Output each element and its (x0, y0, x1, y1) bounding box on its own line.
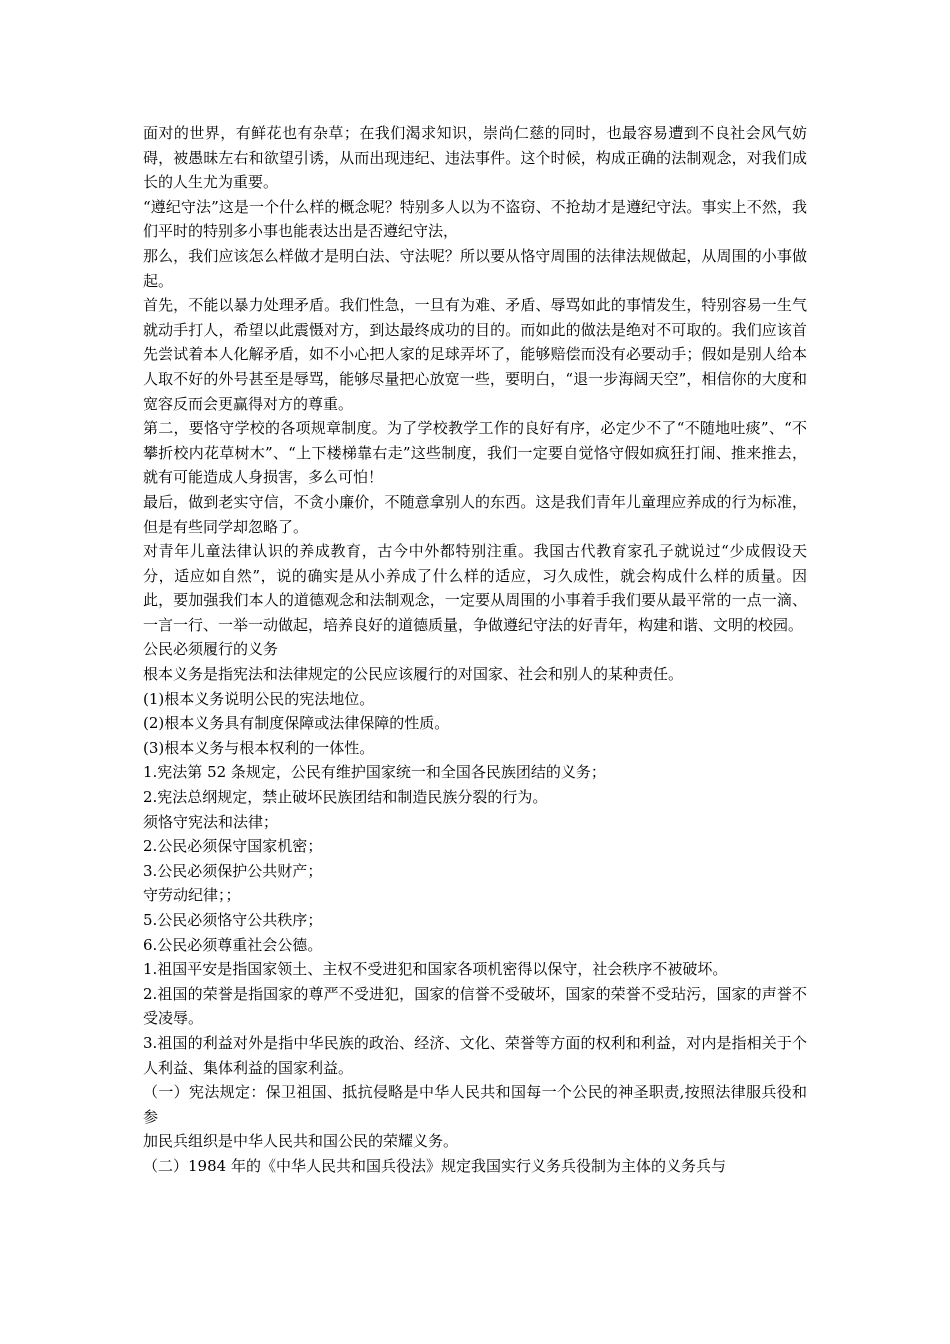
paragraph: 最后，做到老实守信，不贪小廉价，不随意拿别人的东西。这是我们青年儿童理应养成的行为标准，但是有些同学却忽略了。 (143, 492, 807, 536)
list-item: 6.公民必须尊重社会公德。 (143, 935, 323, 954)
list-item: (2)根本义务具有制度保障或法律保障的性质。 (143, 714, 450, 733)
paragraph: 面对的世界，有鲜花也有杂草；在我们渴求知识，崇尚仁慈的同时，也最容易遭到不良社会风气妨碍，被愚昧左右和欲望引诱，从而出现违纪、违法事件。这个时候，构成正确的法制观念，对我们成长的人生尤为重要。 (143, 124, 807, 192)
document-body (143, 121, 807, 1179)
paragraph: （二）1984 年的《中华人民共和国兵役法》规定我国实行义务兵役制为主体的义务兵与 (143, 1156, 726, 1175)
paragraph: “遵纪守法”这是一个什么样的概念呢？特别多人以为不盗窃、不抢劫才是遵纪守法。事实上不然，我们平时的特别多小事也能表达出是否遵纪守法， (143, 197, 807, 241)
section-heading: 公民必须履行的义务 (143, 640, 279, 659)
list-item: 5.公民必须恪守公共秩序； (143, 911, 323, 929)
list-item: (3)根本义务与根本权利的一体性。 (143, 738, 375, 757)
list-item: 须恪守宪法和法律； (143, 812, 279, 831)
paragraph: 加民兵组织是中华人民共和国公民的荣耀义务。 (143, 1132, 459, 1151)
paragraph: 第二，要恪守学校的各项规章制度。为了学校教学工作的良好有序，必定少不了“不随地吐痰”、“不攀折校内花草树木”、“上下楼梯靠右走”这些制度，我们一定要自觉恪守假如疯狂打闹、推来推去，就有可能造成人身损害，多么可怕！ (143, 419, 807, 487)
paragraph: 首先，不能以暴力处理矛盾。我们性急，一旦有为难、矛盾、辱骂如此的事情发生，特别容易一生气就动手打人，希望以此震慑对方，到达最终成功的目的。而如此的做法是绝对不可取的。我们应该首先尝试着本人化解矛盾，如不小心把人家的足球弄坏了，能够赔偿而没有必要动手；假如是别人给本人取不好的外号甚至是辱骂，能够尽量把心放宽一些，要明白，“退一步海阔天空”，相信你的大度和宽容反而会更赢得对方的尊重。 (143, 296, 807, 413)
paragraph: 对青年儿童法律认识的养成教育，古今中外都特别注重。我国古代教育家孔子就说过“少成假设天分，适应如自然”，说的确实是从小养成了什么样的适应，习久成性，就会构成什么样的质量。因此，要加强我们本人的道德观念和法制观念，一定要从周围的小事着手我们要从最平常的一点一滴、一言一行、一举一动做起，培养良好的道德质量，争做遵纪守法的好青年，构建和谐、文明的校园。 (143, 542, 807, 634)
list-item: 2.祖国的荣誉是指国家的尊严不受进犯，国家的信誉不受破坏，国家的荣誉不受玷污，国家的声誉不受凌辱。 (143, 984, 807, 1028)
paragraph: 根本义务是指宪法和法律规定的公民应该履行的对国家、社会和别人的某种责任。 (143, 665, 684, 684)
list-item: 1.宪法第 52 条规定，公民有维护国家统一和全国各民族团结的义务； (143, 763, 606, 782)
list-item: (1)根本义务说明公民的宪法地位。 (143, 689, 375, 708)
list-item: 3.公民必须保护公共财产； (143, 861, 323, 880)
list-item: 3.祖国的利益对外是指中华民族的政治、经济、文化、荣誉等方面的权利和利益，对内是指相关于个人利益、集体利益的国家利益。 (143, 1033, 807, 1077)
list-item: 2.公民必须保守国家机密； (143, 837, 323, 856)
list-item: 2.宪法总纲规定，禁止破坏民族团结和制造民族分裂的行为。 (143, 788, 548, 807)
paragraph: 那么，我们应该怎么样做才是明白法、守法呢？所以要从恪守周围的法律法规做起，从周围的小事做起。 (143, 246, 807, 290)
paragraph: （一）宪法规定：保卫祖国、抵抗侵略是中华人民共和国每一个公民的神圣职责,按照法律服兵役和参 (143, 1083, 807, 1126)
list-item: 1.祖国平安是指国家领土、主权不受进犯和国家各项机密得以保守，社会秩序不被破坏。 (143, 960, 728, 979)
list-item: 守劳动纪律；； (143, 886, 241, 905)
